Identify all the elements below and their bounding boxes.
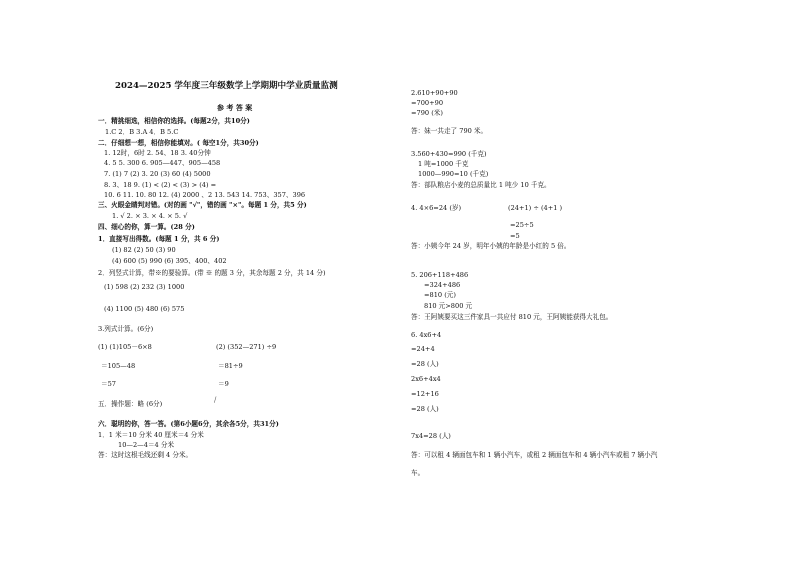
question-3-b-line-3: ＝9 [218,380,229,388]
answer-1-conclusion: 答：这时这根毛线还剩 4 分米。 [98,451,193,459]
page-subtitle: 参 考 答 案 [217,103,253,112]
section-4-heading: 四、细心的你，算一算。(28 分) [98,223,195,231]
question-3-a-line-1: (1) (1)105－6×8 [98,343,152,351]
answer-6-line-1: 6. 4x6+4 [411,331,442,339]
answer-3-conclusion: 答：部队粮店小麦的总质量比 1 吨少 10 千克。 [411,181,551,189]
answer-1-line-1: 1．1 米＝10 分米 40 厘米＝4 分米 [98,431,204,439]
section-2-row-5: 10. 6 11. 10. 80 12. (4) 2000 、2 13. 543 14. 753、357、396 [104,191,306,199]
section-3-heading: 三、火眼金睛判对错。(对的画 "√"，错的画 "×"。每题 1 分，共5 分) [98,201,307,209]
section-2-row-4: 8. 3、18 9. (1) < (2) < (3) > (4) = [104,181,217,189]
stray-mark: / [214,396,217,404]
answer-2-line-2: =700+90 [411,99,444,107]
question-2-heading: 2．列竖式计算，带※的要验算。(带 ※ 的题 3 分，其余每题 2 分，共 14 分) [98,269,326,277]
question-3-b-line-1: (2) (352—271) ÷9 [216,343,277,351]
section-2-row-1: 1. 12时，6时 2. 54、18 3. 40分钟 [104,149,211,157]
section-5-line: 五．操作题：略 (6分) [98,400,163,408]
section-1-answers: 1.C 2．B 3.A 4．B 5.C [105,128,179,136]
answer-1-line-2: 10—2—4＝4 分米 [118,441,175,449]
answer-2-line-3: =790 (米) [411,109,443,117]
section-2-row-2: 4. 5 5. 300 6. 905—447、905—458 [104,159,221,167]
answer-4-line-3: =5 [510,232,520,240]
answer-6-line-6: =28 (人) [411,405,439,413]
question-3-b-line-2: ＝81÷9 [218,362,243,370]
answer-6-line-4: 2x6+4x4 [411,375,441,383]
answer-2-line-1: 2.610+90+90 [411,89,458,97]
question-3-heading: 3.列式计算。(6分) [98,325,154,333]
answer-4-line-1-right: (24+1) ÷ (4+1 ) [508,204,563,212]
answer-5-line-1: 5. 206+118+486 [411,271,469,279]
answer-3-line-2: 1 吨=1000 千克 [418,160,469,168]
question-2-row-2: (4) 1100 (5) 480 (6) 575 [104,305,185,313]
answer-5-line-2: =324+486 [424,281,461,289]
section-3-answers: 1. √ 2. × 3. × 4. × 5. √ [112,212,188,220]
section-2-heading: 二．仔细想一想，相信你能填对。( 每空1分，共30分) [98,139,259,147]
question-3-a-line-2: ＝105—48 [101,362,136,370]
section-1-heading: 一．精挑细选，相信你的选择。(每题2分，共10分) [98,117,250,125]
answer-5-line-3: =810 (元) [424,291,456,299]
section-2-row-3: 7. (1) 7 (2) 3. 20 (3) 60 (4) 5000 [104,170,211,178]
question-3-a-line-3: ＝57 [101,380,116,388]
question-1-row-1: (1) 82 (2) 50 (3) 90 [112,246,176,254]
section-6-heading: 六．聪明的你，答一答。(第6小题6分，其余各5分，共31分) [98,420,279,428]
question-1-heading: 1．直接写出得数。(每题 1 分，共 6 分) [98,235,220,243]
question-2-row-1: (1) 598 (2) 232 (3) 1000 [104,283,185,291]
answer-4-line-1-left: 4. 4×6=24 (岁) [411,204,462,212]
answer-4-line-2: =25÷5 [510,221,534,229]
answer-4-conclusion: 答：小姨今年 24 岁，明年小姨的年龄是小红的 5 倍。 [411,242,571,250]
question-1-row-2: (4) 600 (5) 990 (6) 395、400、402 [112,257,227,265]
answer-6-conclusion-line-2: 车。 [411,469,425,477]
answer-3-line-1: 3.560+430=990 (千克) [411,150,487,158]
answer-6-line-5: =12+16 [411,390,439,398]
answer-5-line-4: 810 元>800 元 [424,302,473,310]
answer-6-line-7: 7x4=28 (人) [411,432,451,440]
answer-6-conclusion-line-1: 答：可以租 4 辆面包车和 1 辆小汽车，或租 2 辆面包车和 4 辆小汽车或租 7 辆小汽 [411,451,658,459]
answer-6-line-3: =28 (人) [411,360,439,368]
answer-5-conclusion: 答：王阿姨要买这三件家具一共应付 810 元，王阿姨能获得大礼包。 [411,313,613,321]
page-title: 2024—2025 学年度三年级数学上学期期中学业质量监测 [115,81,338,91]
answer-3-line-3: 1000—990=10 (千克) [418,170,489,178]
answer-2-conclusion: 答：妹一共走了 790 米。 [411,127,488,135]
answer-6-line-2: =24+4 [411,345,435,353]
